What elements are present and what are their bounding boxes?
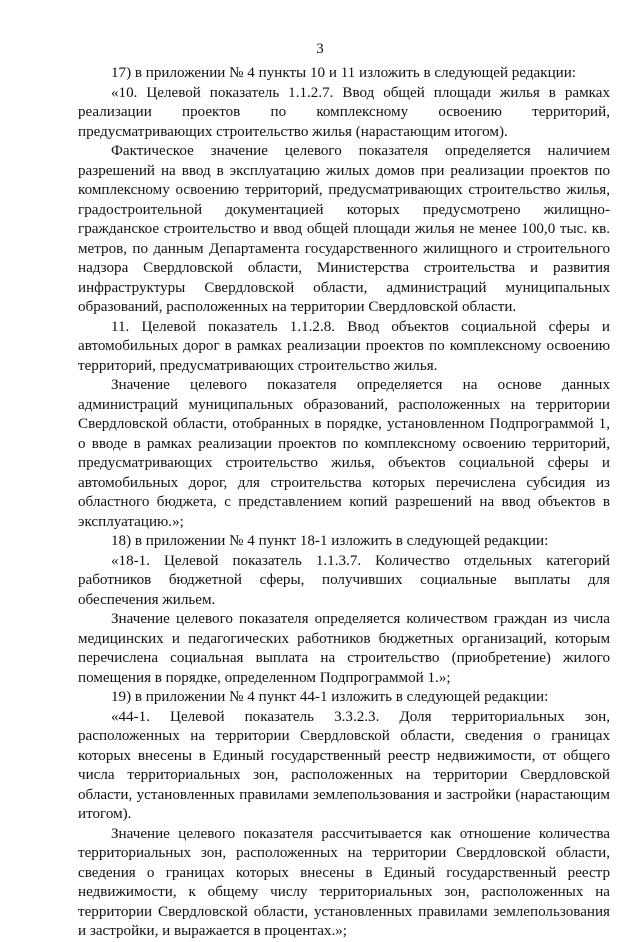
document-body <box>78 64 610 942</box>
paragraph-item-17: 17) в приложении № 4 пункты 10 и 11 изложить в следующей редакции: <box>111 65 576 81</box>
page-number: 3 <box>316 41 324 57</box>
paragraph-indicator-11-value: Значение целевого показателя определяется на основе данных администраций муниципальных образований, расположенных на территории Свердловской области, отобранных в порядке, установленном Подпрограммой 1, о вводе в рамках реализации проектов по комплексному освоению территорий, предусматривающих строительство жилья, объектов социальной сферы и автомобильных дорог, для строительства которых перечислена субсидия из областного бюджета, с представлением копий разрешений на ввод объектов в эксплуатацию.»; <box>78 377 610 530</box>
paragraph-item-18: 18) в приложении № 4 пункт 18-1 изложить в следующей редакции: <box>111 533 549 549</box>
paragraph-indicator-18-1-value: Значение целевого показателя определяется количеством граждан из числа медицинских и педагогических работников бюджетных организаций, которым перечислена социальная выплата на строительство (приобретение) жилого помещения в порядке, определенном Подпрограммой 1.»; <box>78 611 610 686</box>
paragraph-indicator-44-1: «44-1. Целевой показатель 3.3.2.3. Доля территориальных зон, расположенных на территории Свердловской области, сведения о границах которых внесены в Единый государственный реестр недвижимости, от общего числа территориальных зон, расположенных на территории Свердловской области, установленных правилами землепользования и застройки (нарастающим итогом). <box>78 708 610 822</box>
paragraph-indicator-18-1: «18-1. Целевой показатель 1.1.3.7. Количество отдельных категорий работников бюджетной сферы, получивших социальные выплаты для обеспечения жильем. <box>78 552 610 608</box>
paragraph-indicator-10: «10. Целевой показатель 1.1.2.7. Ввод общей площади жилья в рамках реализации проектов по комплексному освоению территорий, предусматривающих строительство жилья (нарастающим итогом). <box>78 84 610 140</box>
paragraph-indicator-44-1-value: Значение целевого показателя рассчитывается как отношение количества территориальных зон, расположенных на территории Свердловской области, сведения о границах которых внесены в Единый государственный реестр недвижимости, к общему числу территориальных зон, расположенных на территории Свердловской области, установленных правилами землепользования и застройки, и выражается в процентах.»; <box>78 825 610 939</box>
paragraph-item-19: 19) в приложении № 4 пункт 44-1 изложить в следующей редакции: <box>111 689 549 705</box>
paragraph-indicator-10-value: Фактическое значение целевого показателя определяется наличием разрешений на ввод в эксплуатацию жилых домов при реализации проектов по комплексному освоению территорий, предусматривающих строительство жилья, градостроительной документацией которых предусмотрено жилищно-гражданское строительство и ввод общей площади жилья не менее 100,0 тыс. кв. метров, по данным Департамента государственного жилищного и строительного надзора Свердловской области, Министерства строительства и развития инфраструктуры Свердловской области, администраций муниципальных образований, расположенных на территории Свердловской области. <box>78 143 610 315</box>
paragraph-indicator-11: 11. Целевой показатель 1.1.2.8. Ввод объектов социальной сферы и автомобильных дорог в рамках реализации проектов по комплексному освоению территорий, предусматривающих строительство жилья. <box>78 318 610 374</box>
